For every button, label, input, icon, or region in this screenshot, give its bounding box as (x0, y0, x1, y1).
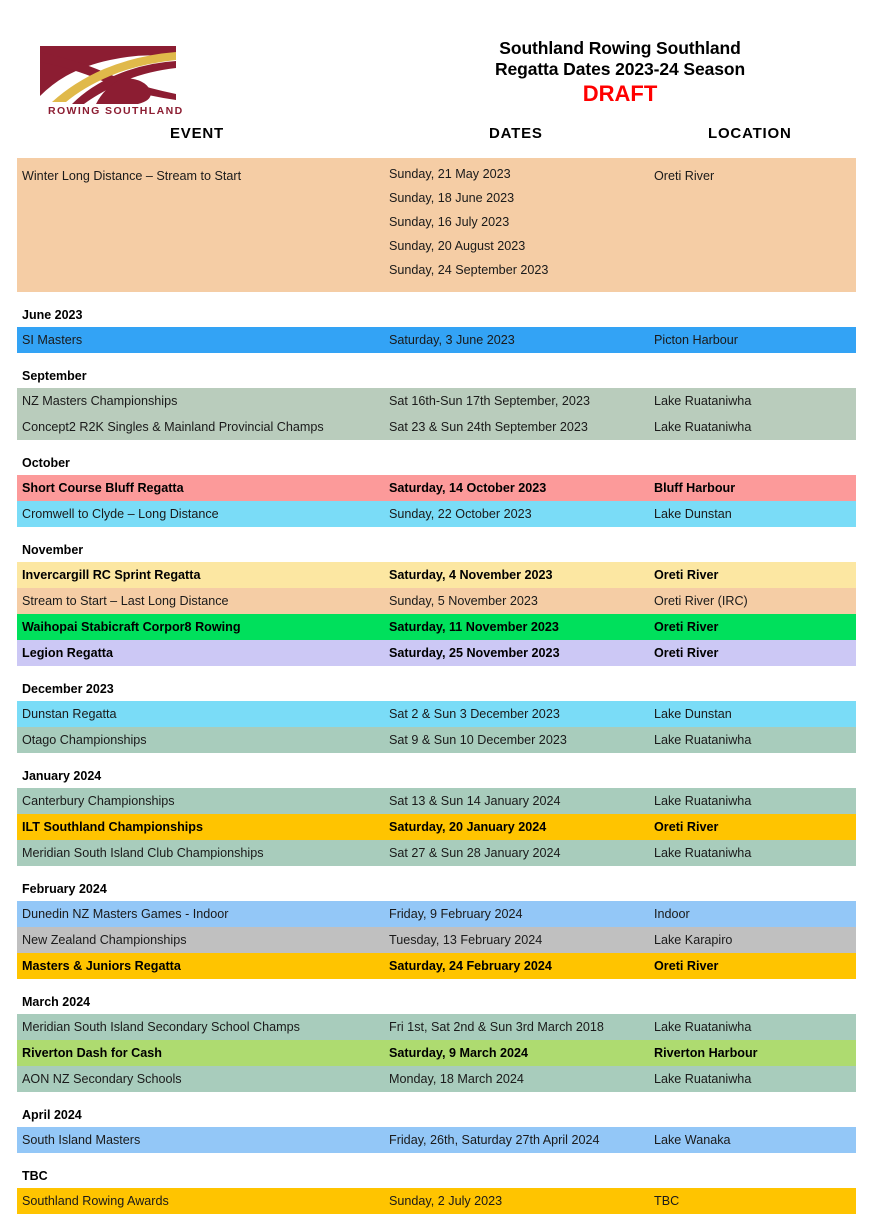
row-location: Oreti River (654, 169, 715, 183)
table-row[interactable] (17, 1127, 856, 1153)
table-row[interactable] (17, 814, 856, 840)
section-spacer (17, 1092, 856, 1104)
table-row[interactable] (17, 501, 856, 527)
section-spacer (17, 866, 856, 878)
table-row[interactable] (17, 1040, 856, 1066)
row-dates: Fri 1st, Sat 2nd & Sun 3rd March 2018 (389, 1020, 604, 1034)
section-spacer (17, 1153, 856, 1165)
row-event: Invercargill RC Sprint Regatta (22, 568, 201, 582)
logo-wordmark: ROWING SOUTHLAND (48, 105, 184, 117)
page-header (0, 0, 876, 125)
row-location: TBC (654, 1194, 680, 1208)
row-location: Oreti River (654, 620, 719, 634)
row-location: Lake Ruataniwha (654, 394, 752, 408)
row-dates: Saturday, 9 March 2024 (389, 1046, 529, 1060)
row-event: Otago Championships (22, 733, 147, 747)
table-row[interactable] (17, 588, 856, 614)
title-block (430, 38, 810, 107)
row-event: New Zealand Championships (22, 933, 187, 947)
table-row[interactable] (17, 414, 856, 440)
row-location: Oreti River (654, 820, 719, 834)
row-location: Lake Ruataniwha (654, 1072, 752, 1086)
row-dates: Sunday, 5 November 2023 (389, 594, 538, 608)
month-heading: April 2024 (17, 1104, 856, 1127)
row-event: South Island Masters (22, 1133, 141, 1147)
row-event: Meridian South Island Secondary School Champs (22, 1020, 300, 1034)
section-spacer (17, 527, 856, 539)
column-header-location: LOCATION (708, 125, 792, 142)
row-event: Riverton Dash for Cash (22, 1046, 162, 1060)
row-date-line: Sunday, 20 August 2023 (389, 239, 526, 253)
table-row[interactable] (17, 927, 856, 953)
rowing-southland-logo (26, 38, 186, 118)
month-heading: November (17, 539, 856, 562)
row-location: Oreti River (654, 646, 719, 660)
month-heading: October (17, 452, 856, 475)
row-location: Riverton Harbour (654, 1046, 758, 1060)
row-location: Bluff Harbour (654, 481, 736, 495)
row-event: NZ Masters Championships (22, 394, 178, 408)
row-location: Oreti River (654, 959, 719, 973)
row-event: Dunedin NZ Masters Games - Indoor (22, 907, 229, 921)
row-location: Lake Ruataniwha (654, 420, 752, 434)
page-title-line-1: Southland Rowing Southland (499, 38, 741, 58)
table-row[interactable] (17, 788, 856, 814)
row-location: Lake Wanaka (654, 1133, 731, 1147)
row-dates: Sunday, 22 October 2023 (389, 507, 532, 521)
row-event: Masters & Juniors Regatta (22, 959, 181, 973)
row-dates: Sat 2 & Sun 3 December 2023 (389, 707, 560, 721)
section-spacer (17, 753, 856, 765)
row-dates: Saturday, 24 February 2024 (389, 959, 552, 973)
row-dates: Sat 9 & Sun 10 December 2023 (389, 733, 567, 747)
row-location: Picton Harbour (654, 333, 738, 347)
table-row[interactable] (17, 562, 856, 588)
table-row[interactable] (17, 1066, 856, 1092)
row-location: Lake Ruataniwha (654, 794, 752, 808)
row-date-line: Sunday, 21 May 2023 (389, 167, 511, 181)
row-location: Lake Karapiro (654, 933, 733, 947)
table-row[interactable] (17, 840, 856, 866)
table-row[interactable] (17, 614, 856, 640)
row-dates: Sat 13 & Sun 14 January 2024 (389, 794, 561, 808)
row-event: Dunstan Regatta (22, 707, 117, 721)
row-dates: Friday, 9 February 2024 (389, 907, 523, 921)
row-location: Lake Dunstan (654, 507, 732, 521)
row-date-line: Sunday, 18 June 2023 (389, 191, 515, 205)
month-heading: February 2024 (17, 878, 856, 901)
row-location: Lake Ruataniwha (654, 846, 752, 860)
month-heading: TBC (17, 1165, 856, 1188)
table-row[interactable] (17, 327, 856, 353)
table-row[interactable] (17, 953, 856, 979)
row-dates: Sat 27 & Sun 28 January 2024 (389, 846, 561, 860)
row-event: Waihopai Stabicraft Corpor8 Rowing (22, 620, 241, 634)
row-dates: Friday, 26th, Saturday 27th April 2024 (389, 1133, 600, 1147)
month-heading: September (17, 365, 856, 388)
row-location: Indoor (654, 907, 690, 921)
table-row[interactable] (17, 1014, 856, 1040)
row-event: Stream to Start – Last Long Distance (22, 594, 229, 608)
month-heading: January 2024 (17, 765, 856, 788)
section-spacer (17, 440, 856, 452)
row-location: Lake Ruataniwha (654, 733, 752, 747)
row-dates: Saturday, 4 November 2023 (389, 568, 553, 582)
table-row[interactable] (17, 1188, 856, 1214)
column-header-event: EVENT (170, 125, 225, 142)
table-row[interactable] (17, 158, 856, 292)
row-event: Canterbury Championships (22, 794, 175, 808)
regatta-schedule-table (17, 158, 856, 1214)
row-dates: Sat 16th-Sun 17th September, 2023 (389, 394, 590, 408)
row-dates: Sat 23 & Sun 24th September 2023 (389, 420, 588, 434)
section-spacer (17, 979, 856, 991)
row-dates: Saturday, 25 November 2023 (389, 646, 560, 660)
row-dates: Saturday, 20 January 2024 (389, 820, 547, 834)
logo-graphic (26, 38, 186, 118)
table-row[interactable] (17, 388, 856, 414)
row-location: Lake Ruataniwha (654, 1020, 752, 1034)
row-event: SI Masters (22, 333, 83, 347)
row-event: AON NZ Secondary Schools (22, 1072, 182, 1086)
table-row[interactable] (17, 701, 856, 727)
row-event: Short Course Bluff Regatta (22, 481, 184, 495)
row-date-line: Sunday, 24 September 2023 (389, 263, 549, 277)
section-spacer (17, 353, 856, 365)
row-dates: Tuesday, 13 February 2024 (389, 933, 543, 947)
row-dates (389, 162, 654, 282)
row-dates: Saturday, 14 October 2023 (389, 481, 547, 495)
month-heading: March 2024 (17, 991, 856, 1014)
column-header-dates: DATES (489, 125, 543, 142)
row-dates: Saturday, 11 November 2023 (389, 620, 559, 634)
row-event: Concept2 R2K Singles & Mainland Provincial Champs (22, 420, 324, 434)
row-event: Winter Long Distance – Stream to Start (22, 169, 242, 183)
row-dates: Saturday, 3 June 2023 (389, 333, 515, 347)
row-event: Legion Regatta (22, 646, 113, 660)
table-row[interactable] (17, 475, 856, 501)
month-heading: June 2023 (17, 304, 856, 327)
row-location: Oreti River (IRC) (654, 594, 748, 608)
table-row[interactable] (17, 901, 856, 927)
section-spacer (17, 292, 856, 304)
row-event: Meridian South Island Club Championships (22, 846, 264, 860)
row-location: Lake Dunstan (654, 707, 732, 721)
row-event: ILT Southland Championships (22, 820, 203, 834)
month-heading: December 2023 (17, 678, 856, 701)
section-spacer (17, 666, 856, 678)
column-headers (0, 125, 876, 147)
page-title-line-2: Regatta Dates 2023-24 Season (494, 59, 746, 79)
row-dates: Sunday, 2 July 2023 (389, 1194, 503, 1208)
row-date-line: Sunday, 16 July 2023 (389, 215, 510, 229)
row-event: Cromwell to Clyde – Long Distance (22, 507, 219, 521)
row-dates: Monday, 18 March 2024 (389, 1072, 524, 1086)
row-location: Oreti River (654, 568, 719, 582)
table-row[interactable] (17, 727, 856, 753)
table-row[interactable] (17, 640, 856, 666)
draft-label: DRAFT (582, 81, 658, 106)
row-event: Southland Rowing Awards (22, 1194, 169, 1208)
